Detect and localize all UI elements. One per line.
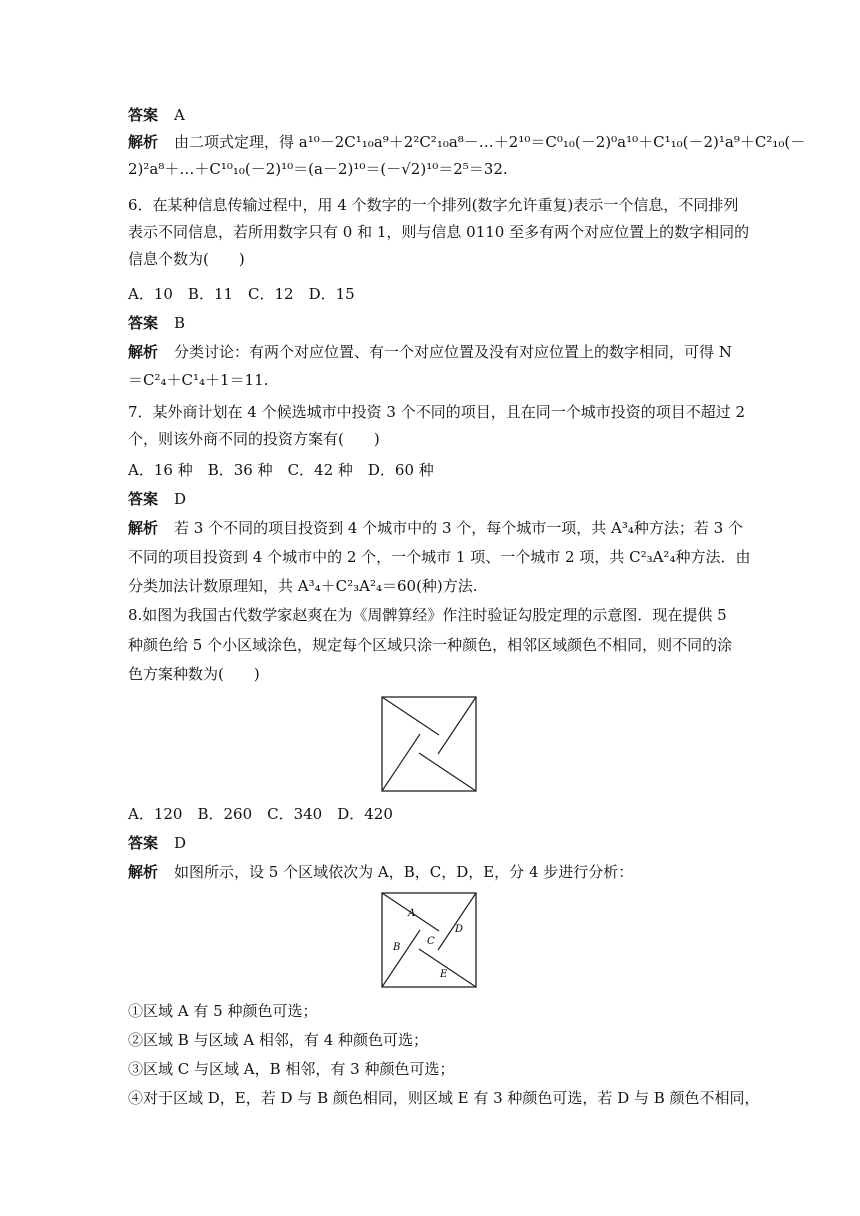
analysis-line <box>128 862 738 882</box>
text-line: 2)²a⁸＋…＋C¹⁰₁₀(－2)¹⁰＝(a－2)¹⁰＝(－√2)¹⁰＝2⁵＝32. <box>128 160 508 178</box>
answer-line <box>128 105 738 125</box>
region-label-a: A <box>408 908 416 919</box>
text-line: 信息个数为( ) <box>128 250 245 268</box>
analysis-line <box>128 518 743 538</box>
step-2-line: ②区域 B 与区域 A 相邻，有 4 种颜色可选； <box>128 1031 429 1049</box>
question-6-line: 6．在某种信息传输过程中，用 4 个数字的一个排列(数字允许重复)表示一个信息，不同排列 <box>128 196 739 214</box>
text-line: 不同的项目投资到 4 个城市中的 2 个，一个城市 1 项、一个城市 2 项，共 C²₃A²₄种方法．由 <box>128 548 751 566</box>
text-line: 分类加法计数原理知，共 A³₄＋C²₃A²₄＝60(种)方法. <box>128 577 478 595</box>
region-label-c: C <box>427 936 435 947</box>
analysis-text: 若 3 个不同的项目投资到 4 个城市中的 3 个，每个城市一项，共 A³₄种方法；若 3 个 <box>174 519 743 537</box>
answer-text: D <box>174 490 187 508</box>
text-line: ＝C²₄＋C¹₄＋1＝11. <box>128 371 269 389</box>
question-7-line: 7．某外商计划在 4 个候选城市中投资 3 个不同的项目，且在同一个城市投资的项目不超过 2 <box>128 403 746 421</box>
options-line: A．16 种 B．36 种 C．42 种 D．60 种 <box>128 461 434 479</box>
step-1-line: ①区域 A 有 5 种颜色可选； <box>128 1002 318 1020</box>
analysis-text: 如图所示，设 5 个区域依次为 A，B，C，D，E，分 4 步进行分析： <box>174 863 634 881</box>
analysis-label: 解析 <box>128 519 159 537</box>
step-4-line: ④对于区域 D，E，若 D 与 B 颜色相同，则区域 E 有 3 种颜色可选，若 D 与 B 颜色不相同， <box>128 1089 760 1107</box>
text-line: 色方案种数为( ) <box>128 665 260 683</box>
analysis-label: 解析 <box>128 863 159 881</box>
region-label-d: D <box>455 924 464 935</box>
question-8-line: 8.如图为我国古代数学家赵爽在为《周髀算经》作注时验证勾股定理的示意图．现在提供 5 <box>128 606 727 624</box>
region-label-e: E <box>440 969 448 980</box>
text-line: 表示不同信息，若所用数字只有 0 和 1，则与信息 0110 至多有两个对应位置上的数字相同的 <box>128 223 750 241</box>
region-label-b: B <box>393 942 401 953</box>
options-line: A．120 B．260 C．340 D．420 <box>128 805 393 823</box>
analysis-label: 解析 <box>128 133 159 151</box>
analysis-line <box>128 342 738 362</box>
answer-text: A <box>174 106 185 124</box>
answer-label: 答案 <box>128 106 159 124</box>
text-line: 个，则该外商不同的投资方案有( ) <box>128 430 380 448</box>
analysis-line <box>128 132 806 152</box>
answer-line <box>128 489 738 509</box>
labeled-region-diagram <box>381 892 477 988</box>
answer-label: 答案 <box>128 490 159 508</box>
analysis-text: 由二项式定理，得 a¹⁰－2C¹₁₀a⁹＋2²C²₁₀a⁸－…＋2¹⁰＝C⁰₁₀(－2)⁰a¹⁰＋C¹₁₀(－2)¹a⁹＋C²₁₀(－ <box>174 133 806 151</box>
analysis-label: 解析 <box>128 343 159 361</box>
analysis-text: 分类讨论：有两个对应位置、有一个对应位置及没有对应位置上的数字相同，可得 N <box>174 343 732 361</box>
step-3-line: ③区域 C 与区域 A，B 相邻，有 3 种颜色可选； <box>128 1060 455 1078</box>
zhao-shuang-diagram <box>381 696 477 792</box>
answer-line <box>128 313 738 333</box>
answer-text: D <box>174 834 187 852</box>
answer-text: B <box>174 314 186 332</box>
answer-label: 答案 <box>128 314 159 332</box>
options-line: A．10 B．11 C．12 D．15 <box>128 285 355 303</box>
text-line: 种颜色给 5 个小区域涂色，规定每个区域只涂一种颜色，相邻区域颜色不相同，则不同的涂 <box>128 636 733 654</box>
answer-line <box>128 833 738 853</box>
answer-label: 答案 <box>128 834 159 852</box>
